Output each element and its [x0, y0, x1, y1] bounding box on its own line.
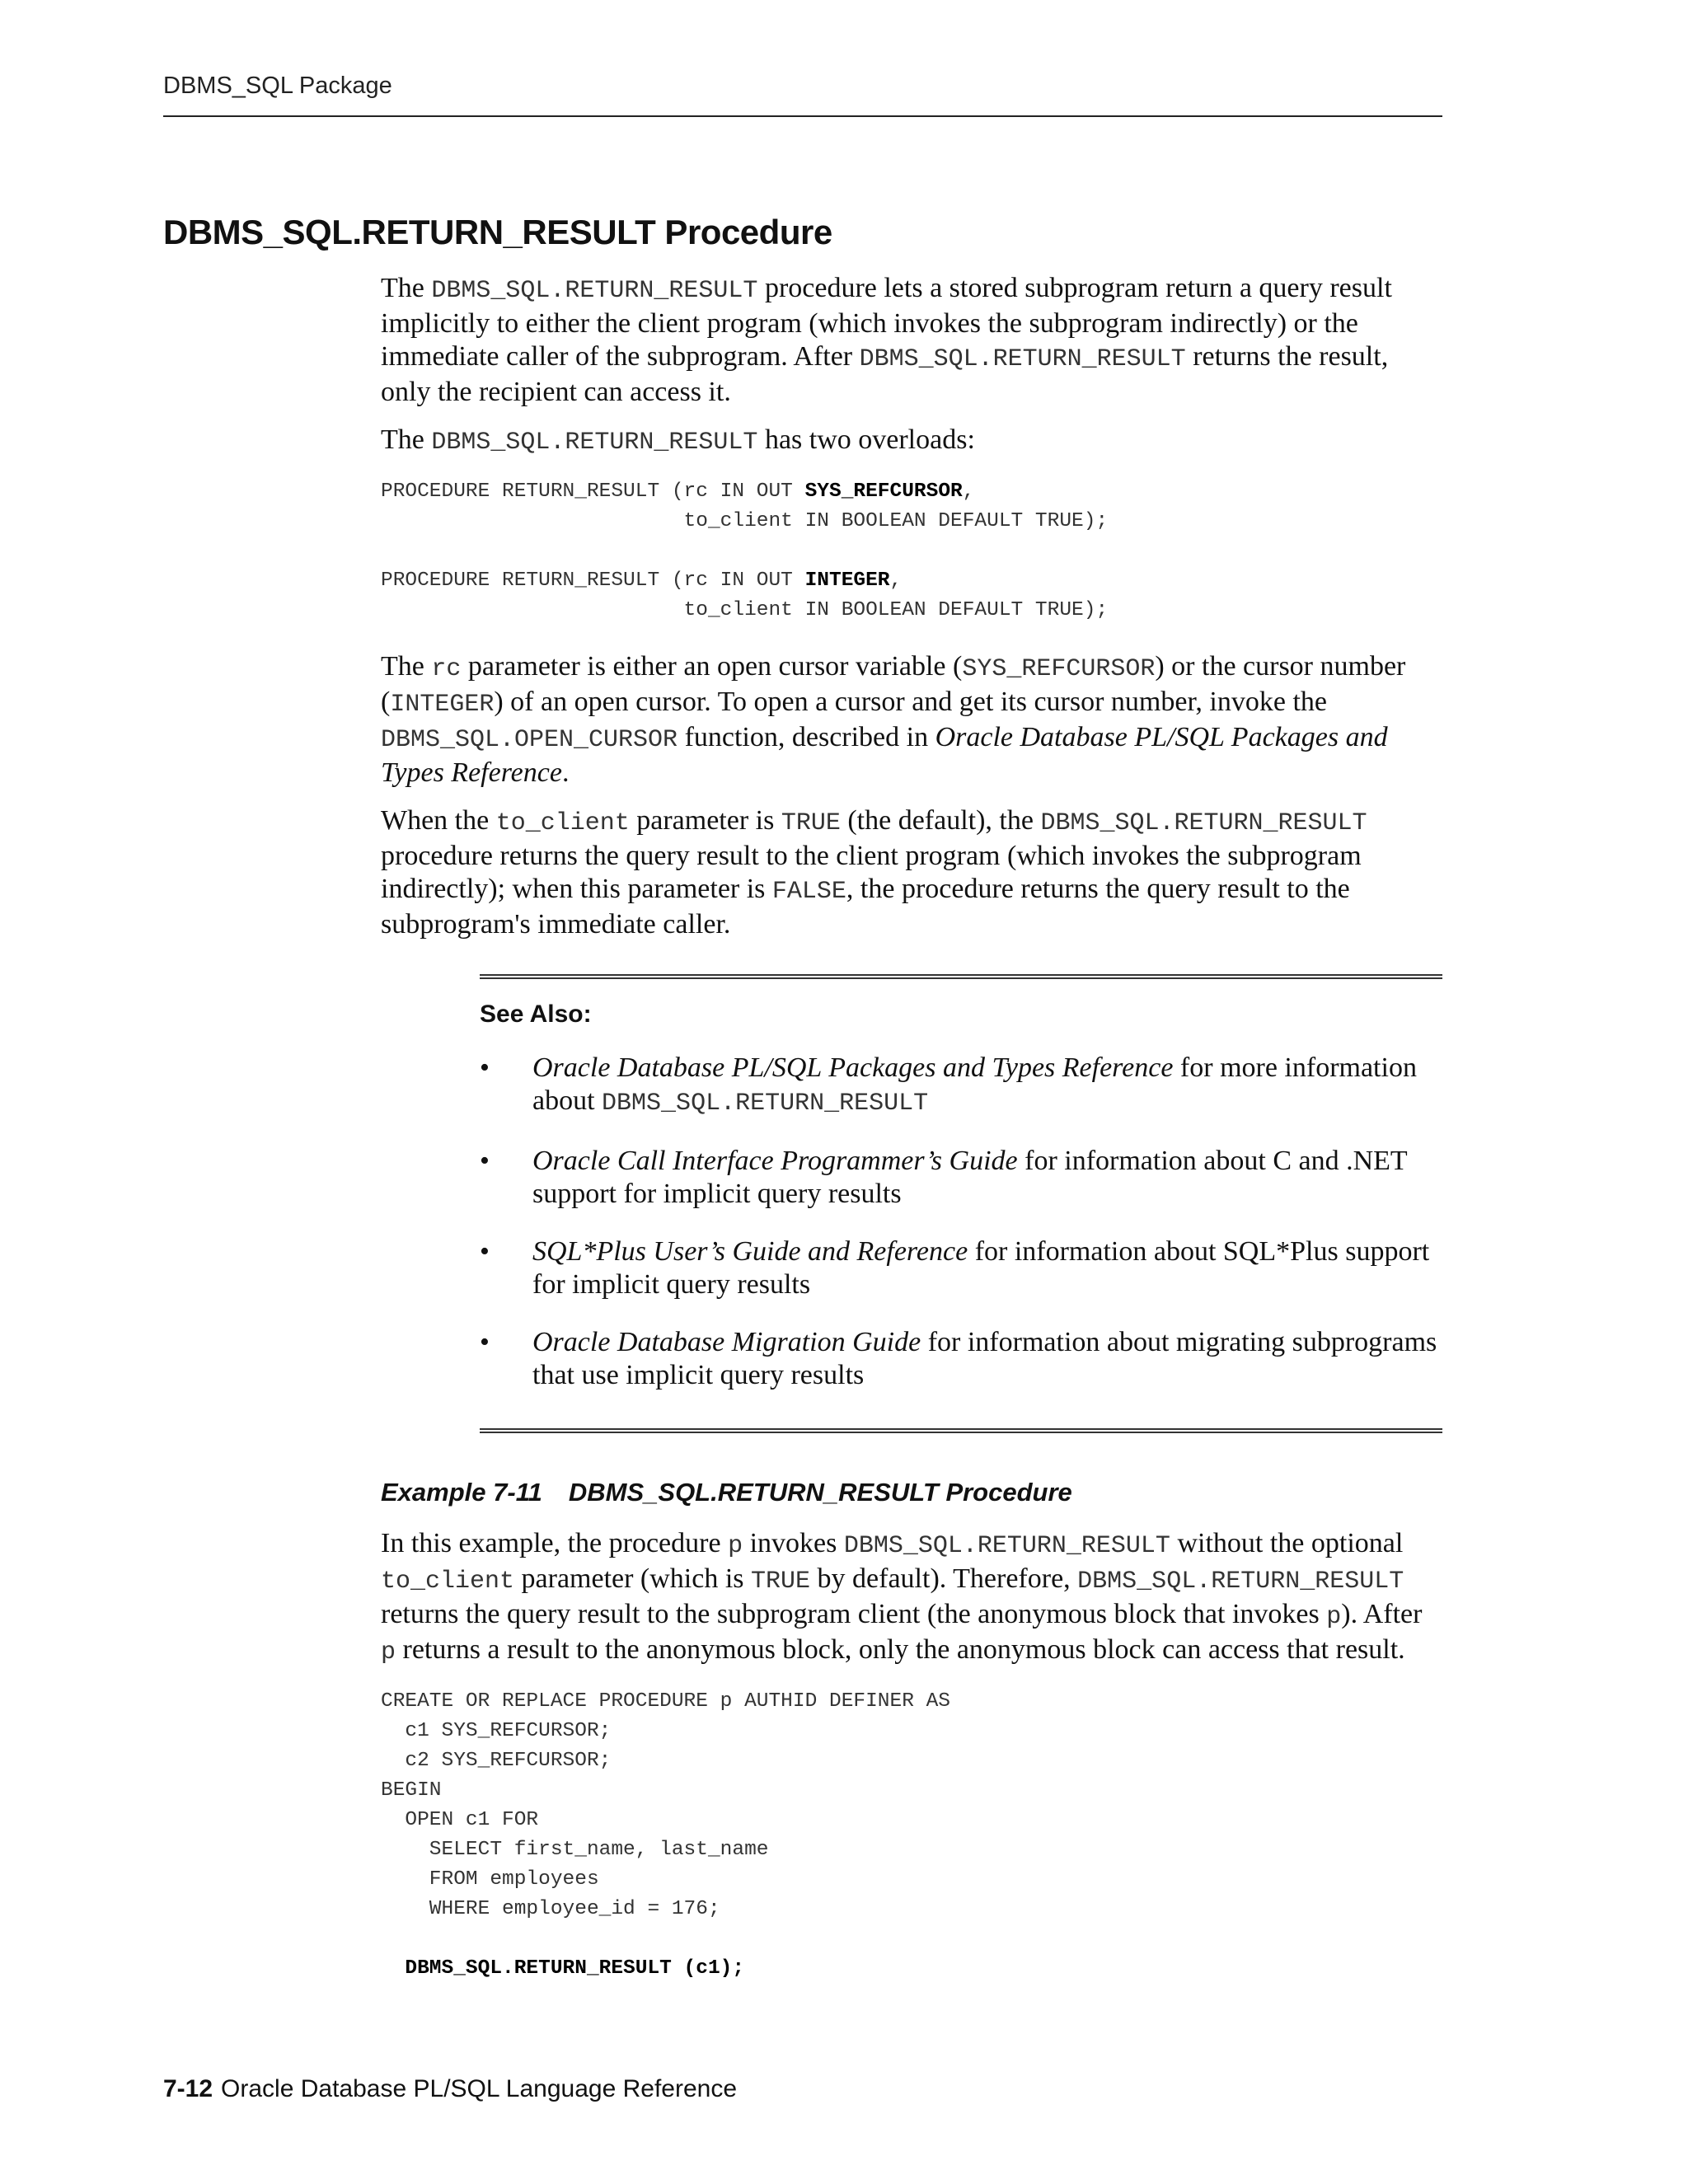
see-also-link[interactable]: Oracle Database Migration Guide — [532, 1327, 921, 1357]
inline-code: DBMS_SQL.RETURN_RESULT — [431, 277, 758, 305]
inline-code: DBMS_SQL.RETURN_RESULT — [431, 429, 758, 457]
example-paragraph: In this example, the procedure p invokes DBMS_SQL.RETURN_RESULT without the optional to_client parameter (which is TRUE by default). Therefore, DBMS_SQL.RETURN_RESULT returns the query result to the subprogram client (the anonymous block that invokes p). After p returns a result to the anonymous block, only the anonymous block can access that result. — [381, 1528, 1423, 1666]
example-number: Example 7-11 — [381, 1478, 542, 1507]
see-also-item: • SQL*Plus User’s Guide and Reference for information about SQL*Plus support for implicit query results — [480, 1236, 1430, 1300]
bullet-icon: • — [480, 1052, 490, 1083]
example-title — [381, 1478, 1442, 1507]
overloads-intro: The DBMS_SQL.RETURN_RESULT has two overloads: — [381, 424, 975, 457]
book-title: Oracle Database PL/SQL Language Reference — [221, 2075, 738, 2102]
see-also-item: • Oracle Database PL/SQL Packages and Types Reference for more information about DBMS_SQL.RETURN_RESULT — [480, 1052, 1417, 1118]
see-also-link[interactable]: SQL*Plus User’s Guide and Reference — [532, 1236, 968, 1267]
example-code-block: CREATE OR REPLACE PROCEDURE p AUTHID DEFINER AS c1 SYS_REFCURSOR; c2 SYS_REFCURSOR; BEGIN OPEN c1 FOR SELECT first_name, last_name FROM employees WHERE employee_id = 176; DBMS_SQL.RETURN_RESULT (c1); — [381, 1690, 951, 1980]
overloads-code-block: PROCEDURE RETURN_RESULT (rc IN OUT SYS_REFCURSOR, to_client IN BOOLEAN DEFAULT TRUE); PROCEDURE RETURN_RESULT (rc IN OUT INTEGER, to_client IN BOOLEAN DEFAULT TRUE); — [381, 480, 1109, 621]
example-name: DBMS_SQL.RETURN_RESULT Procedure — [568, 1478, 1072, 1507]
book-reference-link[interactable]: Oracle Database PL/SQL Packages and Types Reference — [381, 722, 1388, 788]
see-also-item: • Oracle Call Interface Programmer’s Guide for information about C and .NET support for implicit query results — [480, 1146, 1408, 1209]
section-title: DBMS_SQL.RETURN_RESULT Procedure — [163, 213, 832, 251]
see-also-link[interactable]: Oracle Call Interface Programmer’s Guide — [532, 1146, 1018, 1176]
page-footer — [163, 2075, 737, 2103]
to-client-paragraph: When the to_client parameter is TRUE (the default), the DBMS_SQL.RETURN_RESULT procedure returns the query result to the client program (which invokes the subprogram indirectly); when this parameter is FALSE, the procedure returns the query result to the subprogram's immediate caller. — [381, 805, 1367, 940]
content-body — [381, 272, 1442, 2008]
see-also-box — [480, 974, 1442, 1433]
running-header: DBMS_SQL Package — [163, 73, 392, 99]
rc-parameter-paragraph: The rc parameter is either an open cursor variable (SYS_REFCURSOR) or the cursor number (INTEGER) of an open cursor. To open a cursor and get its cursor number, invoke the DBMS_SQL.OPEN_CURSOR function, described in Oracle Database PL/SQL Packages and Types Reference. — [381, 651, 1406, 788]
see-also-list — [480, 1052, 1442, 1392]
inline-code: DBMS_SQL.RETURN_RESULT — [859, 345, 1186, 373]
bullet-icon: • — [480, 1236, 490, 1267]
bullet-icon: • — [480, 1327, 490, 1357]
bullet-icon: • — [480, 1146, 490, 1176]
see-also-link[interactable]: Oracle Database PL/SQL Packages and Types Reference — [532, 1052, 1174, 1083]
header-rule — [163, 115, 1442, 117]
intro-paragraph: The DBMS_SQL.RETURN_RESULT procedure lets a stored subprogram return a query result implicitly to either the client program (which invokes the subprogram indirectly) or the immediate caller of the subprogram. After DBMS_SQL.RETURN_RESULT returns the result, only the recipient can access it. — [381, 273, 1392, 407]
see-also-heading: See Also: — [480, 1001, 592, 1028]
page-number: 7-12 — [163, 2075, 213, 2102]
see-also-item: • Oracle Database Migration Guide for information about migrating subprograms that use implicit query results — [480, 1327, 1437, 1390]
